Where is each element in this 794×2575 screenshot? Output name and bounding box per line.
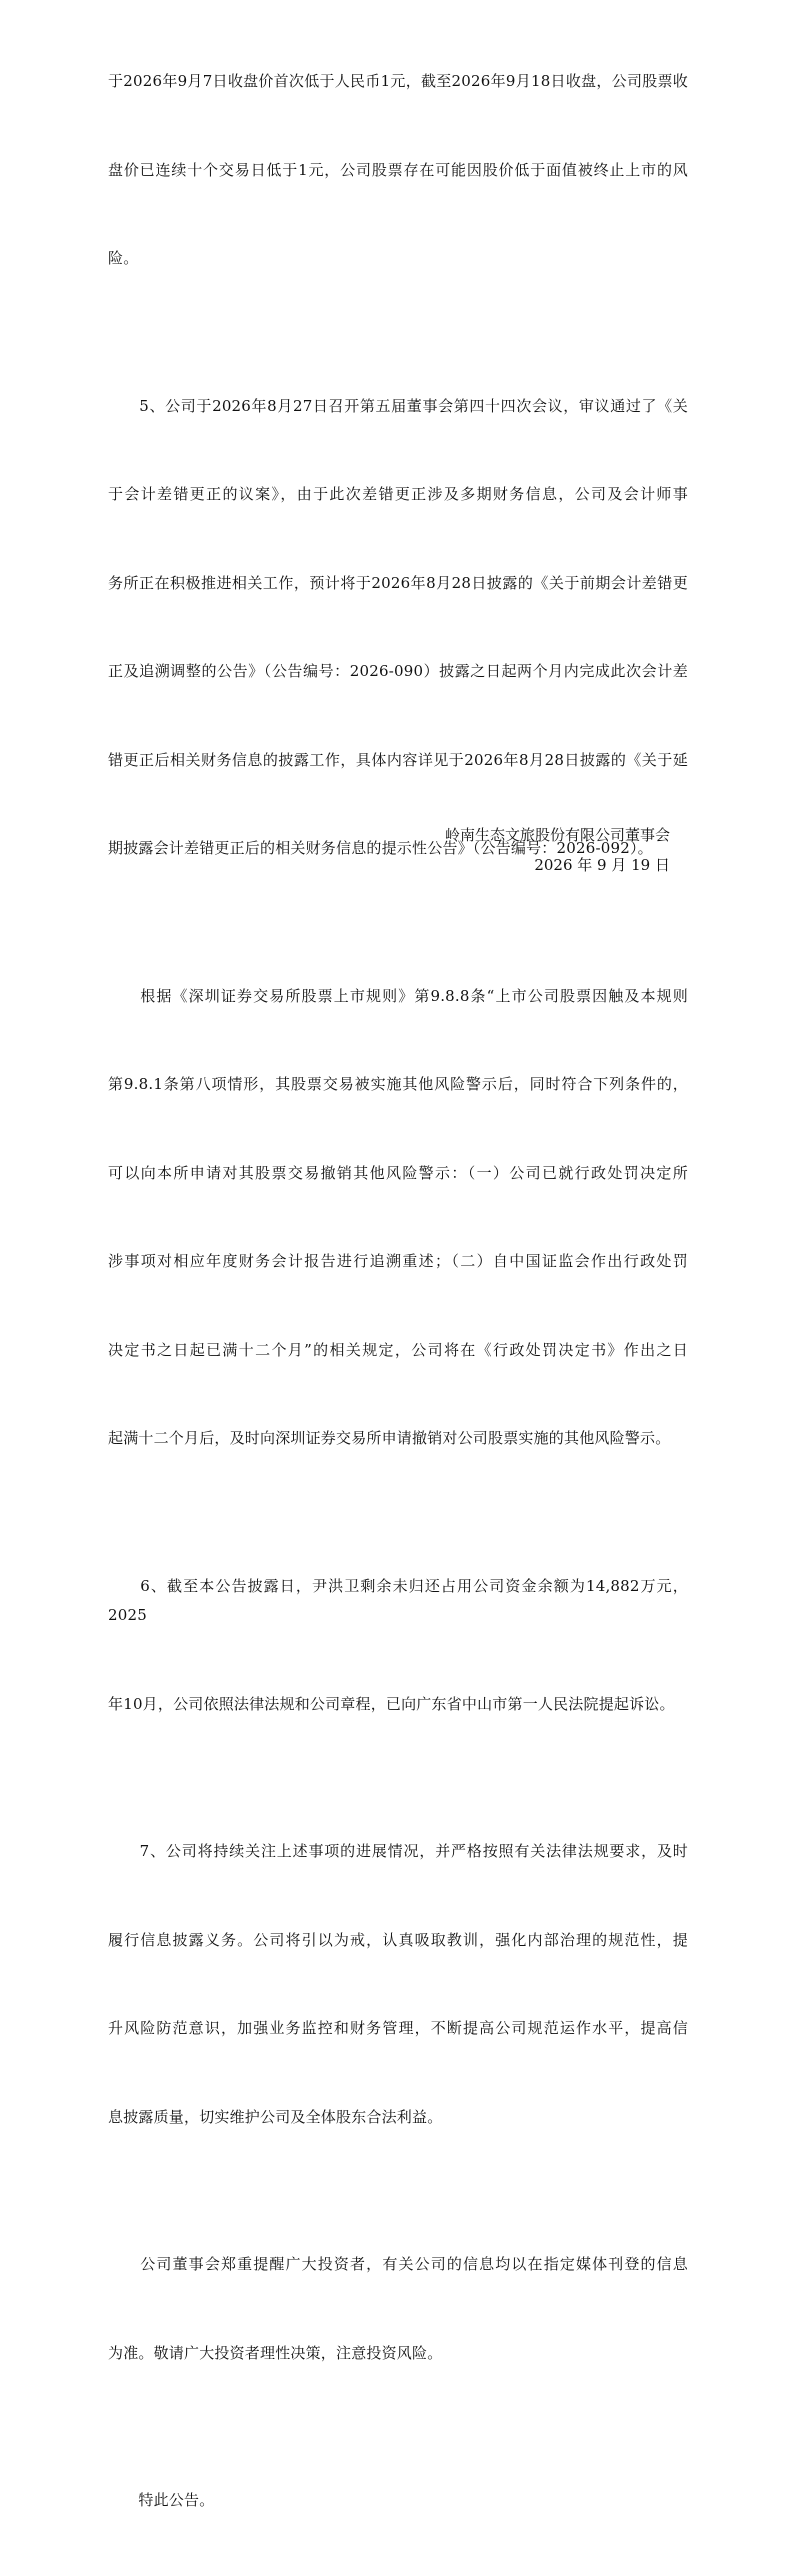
text-line: 于会计差错更正的议案》，由于此次差错更正涉及多期财务信息，公司及会计师事 (108, 485, 688, 503)
text-line: 年10月，公司依照法律法规和公司章程，已向广东省中山市第一人民法院提起诉讼。 (108, 1694, 675, 1713)
paragraph-item-7 (108, 1778, 688, 2191)
text-line: 公司董事会郑重提醒广大投资者，有关公司的信息均以在指定媒体刊登的信息 (108, 2255, 688, 2273)
text-line: 7、公司将持续关注上述事项的进展情况，并严格按照有关法律法规要求，及时 (108, 1842, 688, 1860)
text-line: 升风险防范意识，加强业务监控和财务管理，不断提高公司规范运作水平，提高信 (108, 2019, 688, 2037)
paragraph-item-6 (108, 1513, 688, 1779)
text-line: 第9.8.1条第八项情形，其股票交易被实施其他风险警示后，同时符合下列条件的， (108, 1075, 688, 1093)
signature-company: 岭南生态文旅股份有限公司董事会 (444, 826, 670, 844)
text-line: 错更正后相关财务信息的披露工作，具体内容详见于2026年8月28日披露的《关于延 (108, 750, 688, 769)
text-line: 决定书之日起已满十二个月”的相关规定，公司将在《行政处罚决定书》作出之日 (108, 1340, 688, 1359)
paragraph-investor-reminder (108, 2191, 688, 2427)
text-line: 正及追溯调整的公告》（公告编号：2026-090）披露之日起两个月内完成此次会计差 (108, 662, 688, 680)
text-line: 期披露会计差错更正后的相关财务信息的提示性公告》（公告编号：2026-092）。 (108, 839, 653, 857)
text-line: 于2026年9月7日收盘价首次低于人民币1元，截至2026年9月18日收盘，公司股票收 (108, 72, 688, 90)
closing-statement (108, 2427, 688, 2575)
text-line: 息披露质量，切实维护公司及全体股东合法利益。 (108, 2107, 443, 2126)
text-line: 5、公司于2026年8月27日召开第五届董事会第四十四次会议，审议通过了《关 (108, 396, 688, 415)
text-line: 可以向本所申请对其股票交易撤销其他风险警示：（一）公司已就行政处罚决定所 (108, 1163, 688, 1182)
text-line: 根据《深圳证券交易所股票上市规则》第9.8.8条“上市公司股票因触及本规则 (108, 986, 688, 1005)
text-line: 险。 (108, 249, 139, 267)
notice-body (108, 8, 688, 2575)
paragraph-listing-rule (108, 923, 688, 1513)
text-line: 务所正在积极推进相关工作，预计将于2026年8月28日披露的《关于前期会计差错更 (108, 573, 688, 592)
text-line: 6、截至本公告披露日，尹洪卫剩余未归还占用公司资金余额为14,882万元，2025 (108, 1576, 688, 1624)
text-line: 起满十二个月后，及时向深圳证券交易所申请撤销对公司股票实施的其他风险警示。 (108, 1429, 671, 1447)
paragraph-share-price-risk (108, 8, 688, 333)
text-line: 履行信息披露义务。公司将引以为戒，认真吸取教训，强化内部治理的规范性，提 (108, 1930, 688, 1949)
text-line: 为准。敬请广大投资者理性决策，注意投资风险。 (108, 2343, 443, 2362)
signature-date: 2026 年 9 月 19 日 (534, 856, 670, 874)
closing-text: 特此公告。 (108, 2491, 215, 2509)
text-line: 盘价已连续十个交易日低于1元，公司股票存在可能因股价低于面值被终止上市的风 (108, 160, 688, 179)
text-line: 涉事项对相应年度财务会计报告进行追溯重述；（二）自中国证监会作出行政处罚 (108, 1252, 688, 1270)
